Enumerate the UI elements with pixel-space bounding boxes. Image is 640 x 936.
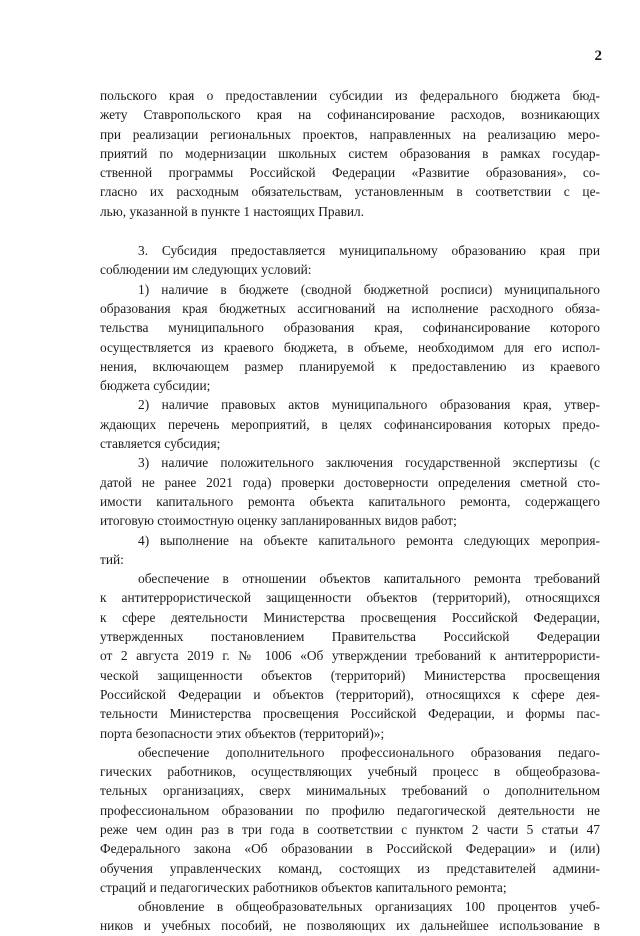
text-line: жету Ставропольского края на софинансирование расходов, возникающих (100, 107, 600, 123)
text-line: датой не ранее 2021 года) проверки достоверности определения сметной сто- (100, 474, 600, 490)
text-line: ственной программы Российской Федерации «Развитие образования», со- (100, 165, 600, 181)
text-line: польского края о предоставлении субсидии из федерального бюджета бюд- (100, 88, 600, 103)
text-line: Российской Федерации и объектов (территорий), относящихся к сфере дея- (100, 686, 600, 702)
page-number: 2 (594, 48, 602, 64)
text-line: к сфере деятельности Министерства просвещения Российской Федерации, (100, 609, 600, 625)
text-line: имости капитального ремонта объекта капитального ремонта, содержащего (100, 493, 600, 509)
text-line: обновление в общеобразовательных организациях 100 процентов учеб- (138, 899, 600, 915)
text-line: гласно их расходным обязательствам, установленным в соответствии с це- (100, 184, 600, 200)
text-line: 3. Субсидия предоставляется муниципальному образованию края при (138, 243, 600, 259)
text-line: ставляется субсидия; (100, 436, 221, 452)
text-line: Федерального закона «Об образовании в Российской Федерации» и (или) (100, 841, 600, 857)
text-line: порта безопасности этих объектов (территорий)»; (100, 725, 385, 741)
text-line: бюджета субсидии; (100, 378, 211, 394)
text-line: лью, указанной в пункте 1 настоящих Правил. (100, 203, 365, 219)
text-line: реже чем один раз в три года в соответствии с пунктом 2 части 5 статьи 47 (100, 821, 600, 837)
text-line: ников и учебных пособий, не позволяющих их дальнейшее использование в (100, 918, 600, 934)
text-line: к антитеррористической защищенности объектов (территорий), относящихся (100, 590, 600, 606)
document-body (100, 86, 600, 936)
text-line: нения, включающем размер планируемой к предоставлению из краевого (100, 358, 600, 374)
text-line: приятий по модернизации школьных систем образования в рамках государ- (100, 145, 600, 161)
text-line: тельности Министерства просвещения Российской Федерации, и формы пас- (100, 706, 600, 722)
text-line: страций и педагогических работников объектов капитального ремонта; (100, 879, 507, 895)
text-line: утвержденных постановлением Правительства Российской Федерации (100, 629, 600, 645)
text-line: итоговую стоимостную оценку запланированных видов работ; (100, 513, 457, 529)
text-line: 1) наличие в бюджете (сводной бюджетной росписи) муниципального (138, 281, 600, 297)
text-line: обеспечение в отношении объектов капитального ремонта требований (138, 571, 600, 587)
text-line: тий: (100, 551, 124, 567)
text-line: ждающих перечень мероприятий, в целях софинансирования которых предо- (100, 416, 600, 432)
text-line: тельства муниципального образования края, софинансирование которого (100, 320, 600, 336)
text-line: 4) выполнение на объекте капитального ремонта следующих мероприя- (138, 532, 600, 548)
text-line: 3) наличие положительного заключения государственной экспертизы (с (138, 455, 600, 471)
text-line: обеспечение дополнительного профессионального образования педаго- (138, 744, 600, 760)
text-line: осуществляется из краевого бюджета, в объеме, необходимом для его испол- (100, 339, 600, 355)
text-line: тельных организациях, сверх минимальных требований о дополнительном (100, 783, 600, 799)
text-line: ческой защищенности объектов (территорий) Министерства просвещения (100, 667, 600, 683)
text-line: при реализации региональных проектов, направленных на реализацию меро- (100, 126, 600, 142)
text-line: образования края бюджетных ассигнований на исполнение расходного обяза- (100, 300, 600, 316)
text-line: профессиональном образовании по профилю педагогической деятельности не (100, 802, 600, 818)
text-line: от 2 августа 2019 г. № 1006 «Об утверждении требований к антитеррористи- (100, 648, 600, 664)
text-line: гических работников, осуществляющих учебный процесс в общеобразова- (100, 764, 600, 780)
text-line: обучения управленческих команд, состоящих из представителей админи- (100, 860, 600, 876)
text-line: 2) наличие правовых актов муниципального образования края, утвер- (138, 397, 600, 413)
text-line: соблюдении им следующих условий: (100, 262, 312, 278)
